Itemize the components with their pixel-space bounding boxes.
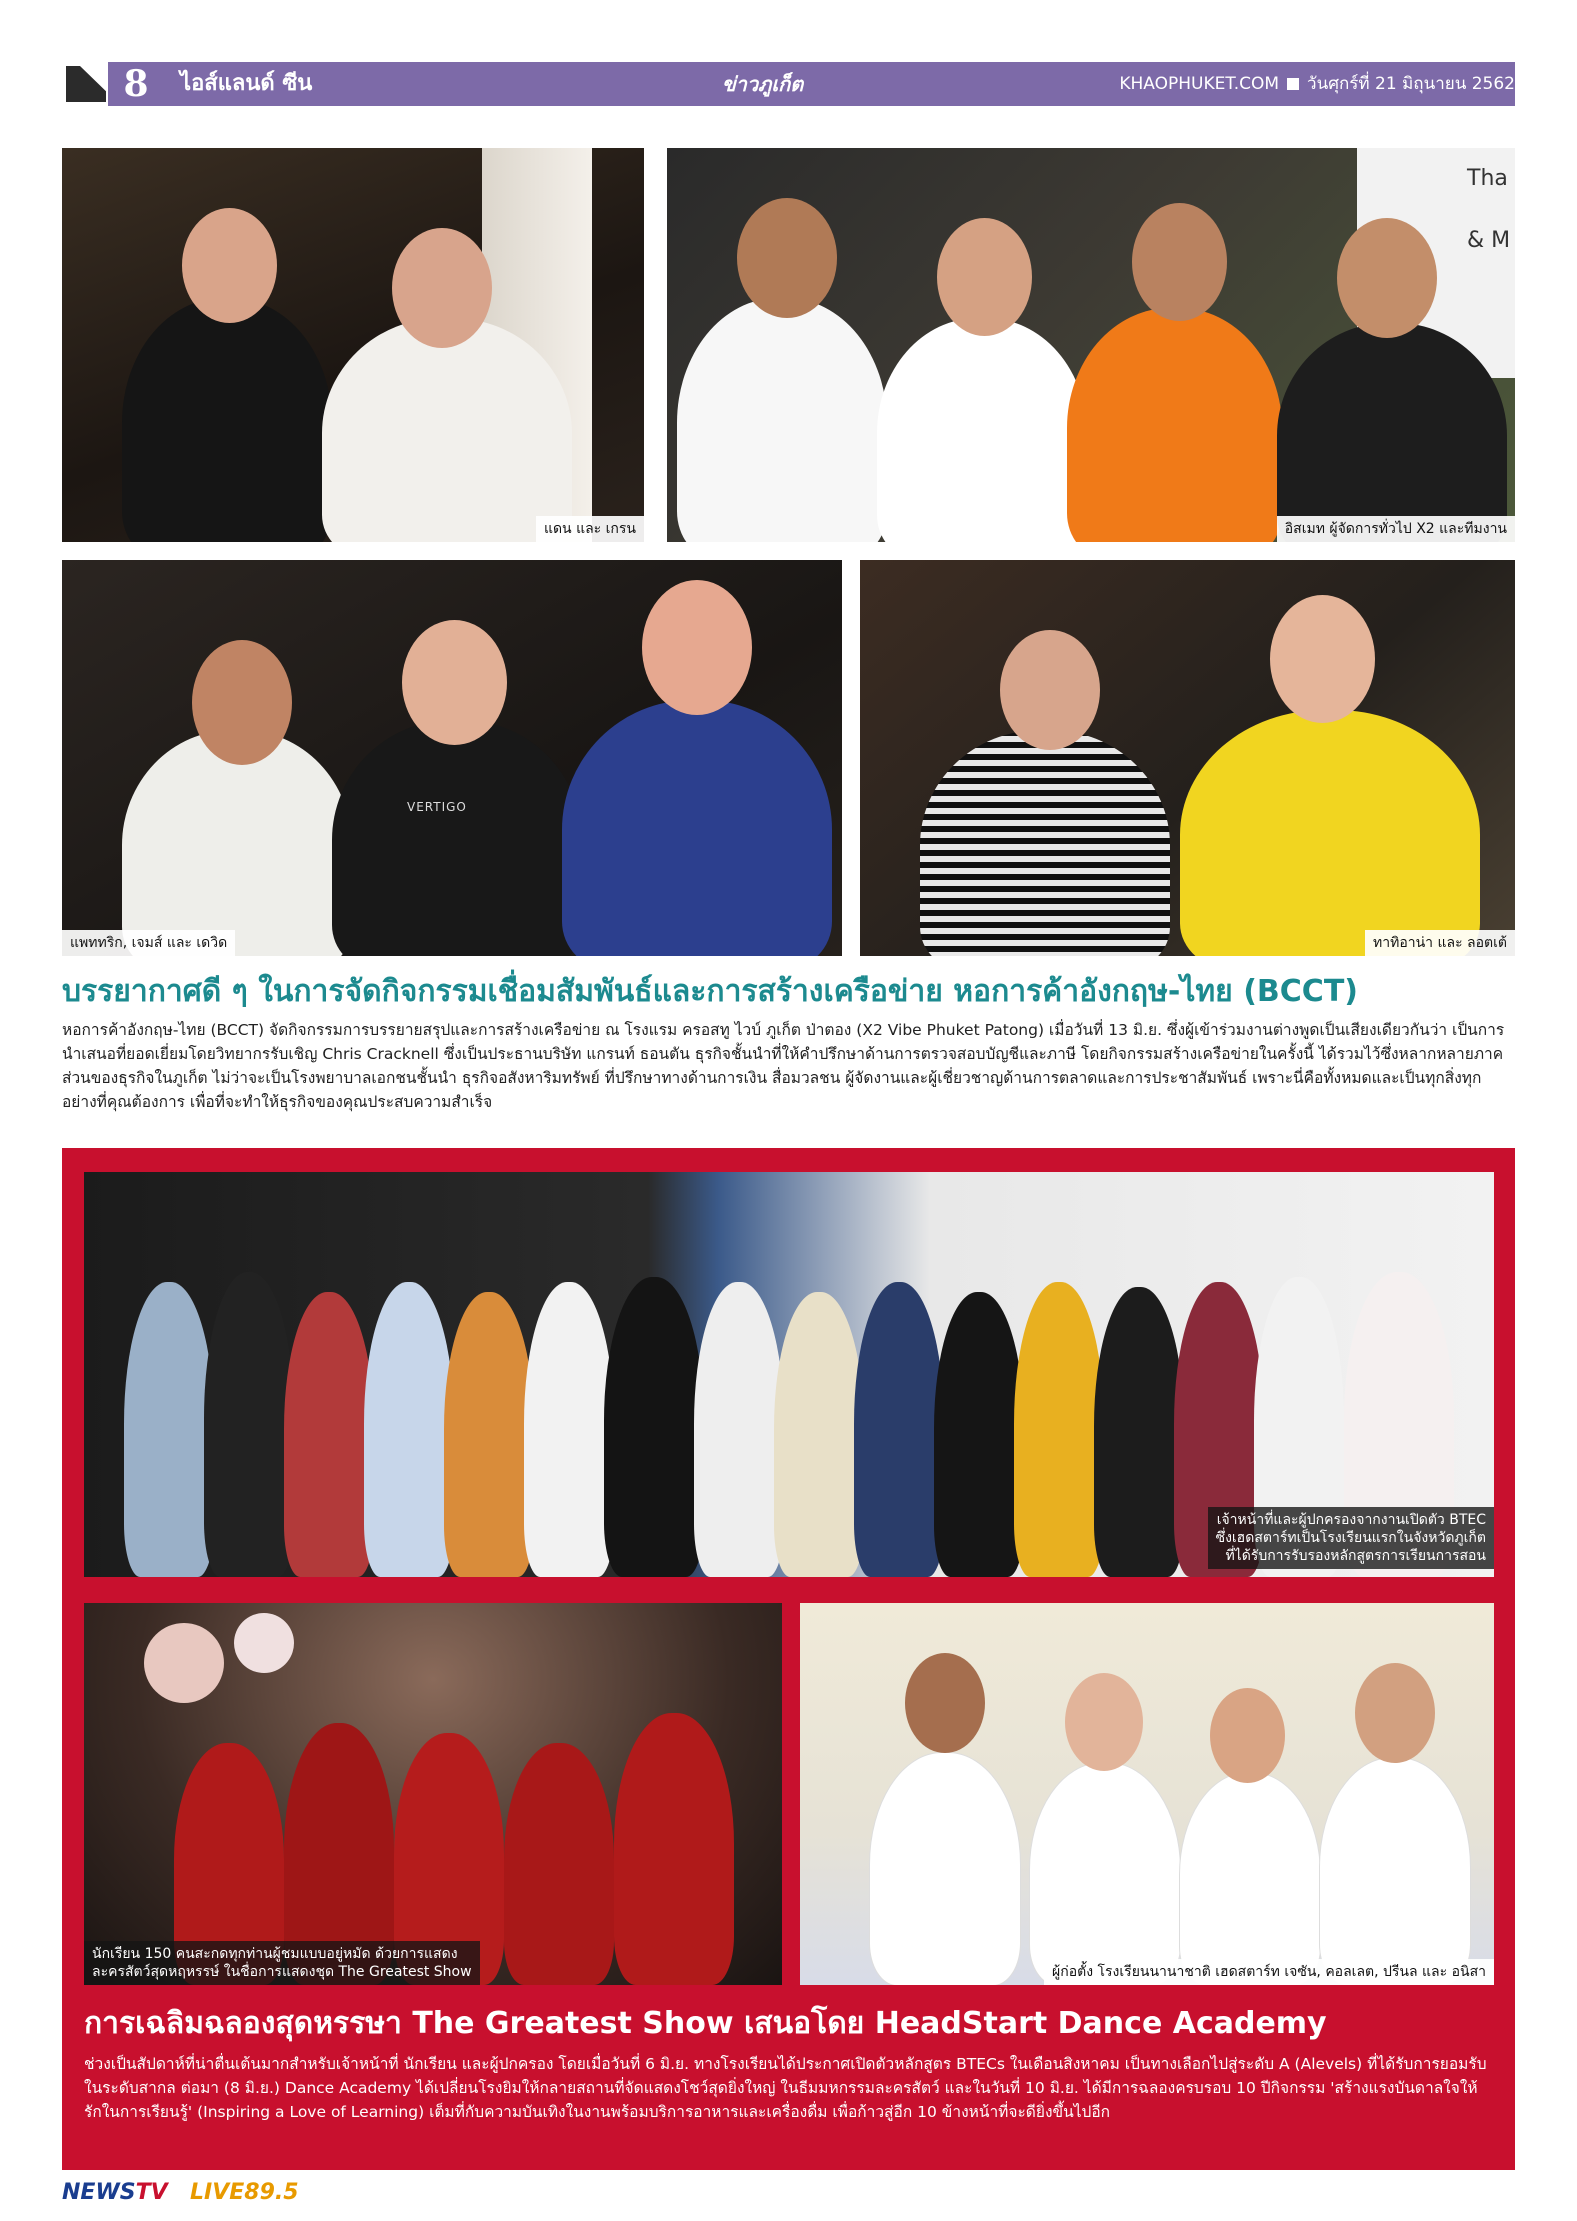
footer-tv-text: TV (135, 2180, 168, 2205)
photo-face (905, 1653, 985, 1753)
photo-face (1210, 1688, 1285, 1783)
brand-name: ข่าวภูเก็ต (722, 72, 804, 96)
photo-caption (84, 1941, 480, 1985)
photo-person (1277, 323, 1507, 542)
photo-person (614, 1713, 734, 1985)
photo-person (524, 1282, 614, 1577)
photo-face (1065, 1673, 1143, 1771)
article2-headline: การเฉลิมฉลองสุดหรรษา The Greatest Show เสนอโดย HeadStart Dance Academy (84, 2006, 1327, 2041)
website[interactable]: KHAOPHUKET.COM (1119, 74, 1280, 94)
photo-person (124, 1282, 214, 1577)
photo-caption: อิสเมท ผู้จัดการทั่วไป X2 และทีมงาน (1277, 516, 1515, 542)
photo-face (1132, 203, 1227, 321)
photo-tatiana-lotte (860, 560, 1515, 956)
footer-news-text: NEWS (62, 2180, 136, 2205)
issue-date: วันศุกร์ที่ 21 มิถุนายน 2562 (1307, 74, 1515, 94)
photo-person (1067, 308, 1282, 542)
photo-person (920, 730, 1170, 956)
balloon-icon (234, 1613, 294, 1673)
photo-x2-team (667, 148, 1515, 542)
page-number: 8 (123, 63, 149, 105)
photo-face (1355, 1663, 1435, 1763)
caption-line: ละครสัตว์สุดหฤหรรษ์ ในชื่อการแสดงชุด The Greatest Show (92, 1964, 472, 1980)
article1-body: หอการค้าอังกฤษ-ไทย (BCCT) จัดกิจกรรมการบรรยายสรุปและการสร้างเครือข่าย ณ โรงแรม ครอสทู ไวบ์ ภูเก็ต ป่าตอง (X2 Vibe Phuket Patong) เมื่อวันที่ 13 มิ.ย. ซึ่งผู้เข้าร่วมงานต่างพูดเป็นเสียงเดียวกันว่า เป็นการนำเสนอที่ยอดเยี่ยมโดยวิทยากรรับเชิญ Chris Cracknell ซึ่งเป็นประธานบริษัท แกรนท์ ธอนตัน ธุรกิจชั้นนำที่ให้คำปรึกษาด้านการตรวจสอบบัญชีและภาษี โดยกิจกรรมสร้างเครือข่ายในครั้งนี้ ได้รวมไว้ซึ่งหลากหลายภาคส่วนของธุรกิจในภูเก็ต ไม่ว่าจะเป็นโรงพยาบาลเอกชนชั้นนำ ธุรกิจอสังหาริมทรัพย์ ที่ปรึกษาทางด้านการเงิน สื่อมวลชน ผู้จัดงานและผู้เชี่ยวชาญด้านการตลาดและการประชาสัมพันธ์ เพราะนี่คือทั้งหมดและเป็นทุกสิ่งทุกอย่างที่คุณต้องการ เพื่อที่จะทำให้ธุรกิจของคุณประสบความสำเร็จ (62, 1021, 1505, 1111)
photo-person (1030, 1763, 1180, 1985)
photo-face (642, 580, 752, 715)
photo-person (877, 318, 1087, 542)
caption-line: นักเรียน 150 คนสะกดทุกท่านผู้ชมแบบอยู่หมัด ด้วยการแสดง (92, 1946, 458, 1962)
caption-line: ที่ได้รับการรับรองหลักสูตรการเรียนการสอน (1225, 1548, 1486, 1564)
photo-face (182, 208, 277, 323)
photo-person (364, 1282, 454, 1577)
article1-headline: บรรยากาศดี ๆ ในการจัดกิจกรรมเชื่อมสัมพันธ์และการสร้างเครือข่าย หอการค้าอังกฤษ-ไทย (BCCT) (62, 974, 1358, 1009)
photo-caption (1208, 1507, 1494, 1569)
photo-face (737, 198, 837, 318)
photo-face (1000, 630, 1100, 750)
photo-person (694, 1282, 784, 1577)
photo-person (854, 1282, 944, 1577)
section-title: ไอส์แลนด์ ซีน (180, 71, 313, 96)
header-site-date (1119, 62, 1515, 106)
photo-person (562, 700, 832, 956)
photo-face (402, 620, 507, 745)
footer-live-logo[interactable] (190, 2180, 299, 2205)
photo-person (284, 1292, 374, 1577)
article2-body: ช่วงเป็นสัปดาห์ที่น่าตื่นเต้นมากสำหรับเจ้าหน้าที่ นักเรียน และผู้ปกครอง โดยเมื่อวันที่ 6 มิ.ย. ทางโรงเรียนได้ประกาศเปิดตัวหลักสูตร BTECs ในเดือนสิงหาคม เป็นทางเลือกไปสู่ระดับ A (Alevels) ที่ได้รับการยอมรับในระดับสากล ต่อมา (8 มิ.ย.) Dance Academy ได้เปลี่ยนโรงยิมให้กลายสถานที่จัดแสดงโชว์สุดยิ่งใหญ่ ในธีมมหกรรมละครสัตว์ และในวันที่ 10 มิ.ย. ได้มีการฉลองครบรอบ 10 ปีกิจกรรม 'สร้างแรงบันดาลใจให้รักในการเรียนรู้' (Inspiring a Love of Learning) เต็มที่กับความบันเทิงในงานพร้อมบริการอาหารและเครื่องดื่ม เพื่อก้าวสู่อีก 10 ข้างหน้าที่จะดียิ่งขึ้นไปอีก (84, 2055, 1487, 2121)
photo-headstart-founders (800, 1603, 1494, 1985)
photo-dan-grain (62, 148, 644, 542)
caption-line: ซึ่งเฮดสตาร์ทเป็นโรงเรียนแรกในจังหวัดภูเก็ต (1215, 1530, 1486, 1546)
photo-caption: แพททริก, เจมส์ และ เดวิด (62, 930, 235, 956)
photo-person (1094, 1287, 1184, 1577)
photo-person (870, 1753, 1020, 1985)
photo-person (677, 298, 887, 542)
photo-person (604, 1277, 704, 1577)
photo-shirt-logo: VERTIGO (407, 800, 467, 814)
photo-face (1270, 595, 1375, 723)
balloon-icon (144, 1623, 224, 1703)
photo-face (937, 218, 1032, 336)
photo-person (444, 1292, 534, 1577)
photo-person (1180, 710, 1480, 956)
photo-patrick-james-david (62, 560, 842, 956)
photo-person (504, 1743, 614, 1985)
footer-frequency-text: 89.5 (244, 2180, 299, 2205)
photo-person (204, 1272, 294, 1577)
photo-person (774, 1292, 864, 1577)
photo-face (192, 640, 292, 765)
photo-caption: แดน และ เกรน (536, 516, 644, 542)
photo-face (1337, 218, 1437, 338)
photo-btec-launch-group (84, 1172, 1494, 1577)
photo-person (1320, 1758, 1470, 1985)
photo-person (332, 720, 582, 956)
photo-person (934, 1292, 1024, 1577)
photo-person (1180, 1773, 1320, 1985)
separator-square-icon (1287, 78, 1299, 90)
photo-greatest-show-dance (84, 1603, 782, 1985)
photo-banner-text: & M (1467, 228, 1511, 253)
footer-live-text: LIVE (190, 2180, 245, 2205)
footer-news-tv-logo[interactable] (62, 2180, 168, 2205)
photo-face (392, 228, 492, 348)
photo-caption: ทาทิอาน่า และ ลอตเต้ (1365, 930, 1515, 956)
photo-caption: ผู้ก่อตั้ง โรงเรียนนานาชาติ เฮดสตาร์ท เจซัน, คอลเลต, ปรีนล และ อนิสา (1044, 1959, 1494, 1985)
photo-banner-text: Tha (1467, 166, 1508, 191)
caption-line: เจ้าหน้าที่และผู้ปกครองจากงานเปิดตัว BTEC (1216, 1512, 1486, 1528)
photo-person (322, 318, 572, 542)
photo-person (122, 298, 332, 542)
photo-person (1014, 1282, 1104, 1577)
